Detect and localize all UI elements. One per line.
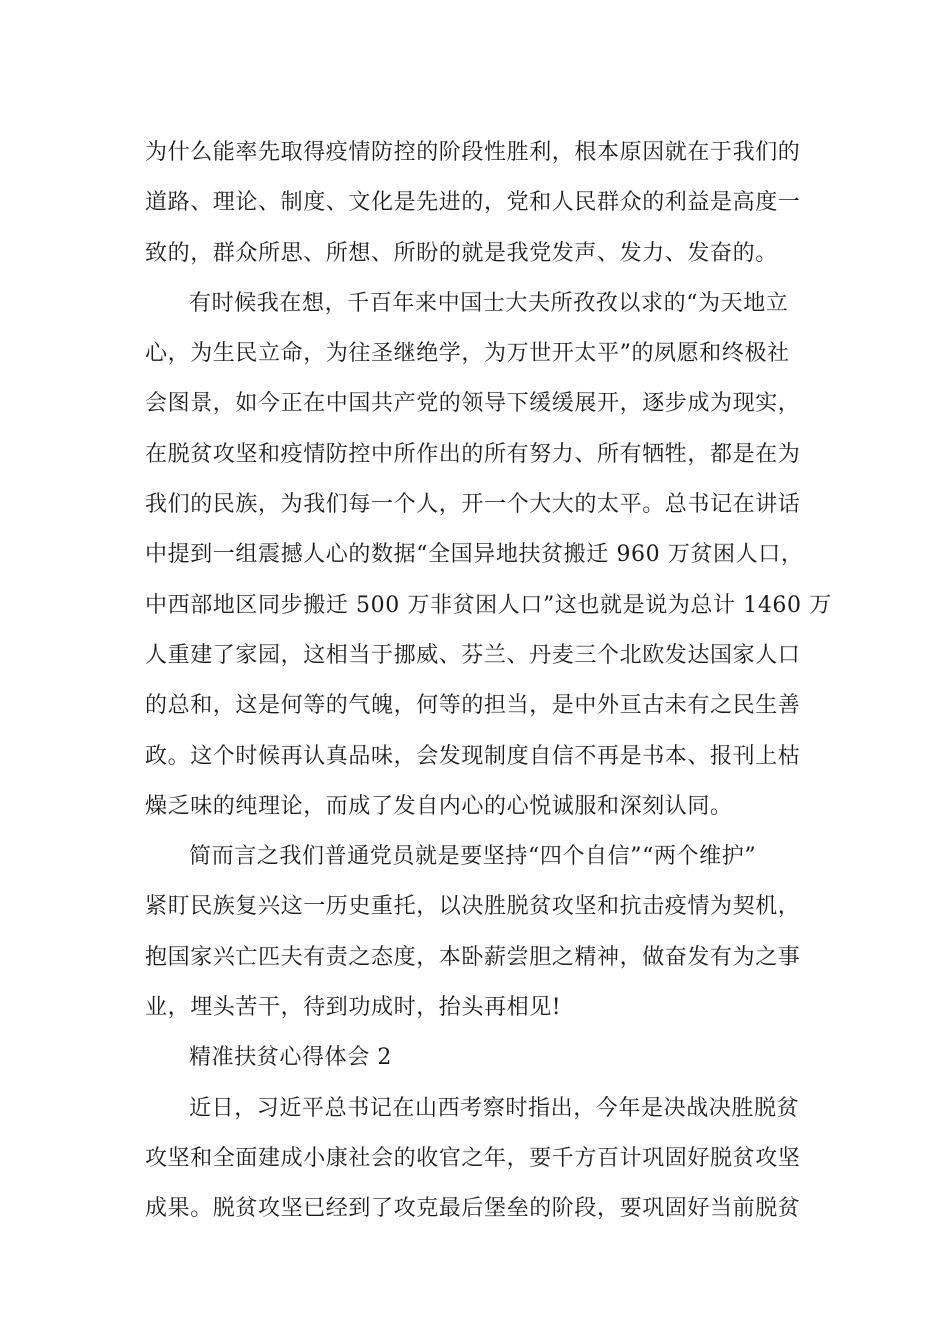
text-line: 中提到一组震撼人心的数据“全国异地扶贫搬迁 960 万贫困人口， [145,542,804,568]
text-line: 道路、理论、制度、文化是先进的，党和人民群众的利益是高度一 [145,190,801,216]
text-line: 攻坚和全面建成小康社会的收官之年，要千方百计巩固好脱贫攻坚 [145,1145,801,1171]
text-line: 业，埋头苦干，待到功成时，抬头再相见! [145,995,562,1021]
paragraph-start-line: 近日，习近平总书记在山西考察时指出，今年是决战决胜脱贫 [189,1095,800,1121]
text-line: 会图景，如今正在中国共产党的领导下缓缓展开，逐步成为现实， [145,391,801,417]
text-line: 成果。脱贫攻坚已经到了攻克最后堡垒的阶段，要巩固好当前脱贫 [145,1196,801,1222]
text-line: 在脱贫攻坚和疫情防控中所作出的所有努力、所有牺牲，都是在为 [145,441,801,467]
text-line: 人重建了家园，这相当于挪威、芬兰、丹麦三个北欧发达国家人口 [145,642,801,668]
text-line: 紧盯民族复兴这一历史重托，以决胜脱贫攻坚和抗击疫情为契机， [145,894,801,920]
document-body [145,128,832,1235]
text-line: 抱国家兴亡匹夫有责之态度，本卧薪尝胆之精神，做奋发有为之事 [145,944,801,970]
section-heading: 精准扶贫心得体会 2 [189,1045,392,1071]
text-line: 的总和，这是何等的气魄，何等的担当，是中外亘古未有之民生善 [145,693,801,719]
text-line: 中西部地区同步搬迁 500 万非贫困人口”这也就是说为总计 1460 万 [145,592,832,618]
paragraph-start-line: 有时候我在想，千百年来中国士大夫所孜孜以求的“为天地立 [189,290,789,316]
text-line: 我们的民族，为我们每一个人，开一个大大的太平。总书记在讲话 [145,492,801,518]
text-line: 燥乏味的纯理论，而成了发自内心的心悦诚服和深刻认同。 [145,793,733,819]
paragraph-start-line: 简而言之我们普通党员就是要坚持“四个自信”“两个维护” [189,844,757,870]
text-line: 为什么能率先取得疫情防控的阶段性胜利，根本原因就在于我们的 [145,140,801,165]
text-line: 政。这个时候再认真品味，会发现制度自信不再是书本、报刊上枯 [145,743,801,769]
text-line: 心，为生民立命，为往圣继绝学，为万世开太平”的夙愿和终极社 [145,341,790,367]
text-line: 致的，群众所思、所想、所盼的就是我党发声、发力、发奋的。 [145,240,778,266]
